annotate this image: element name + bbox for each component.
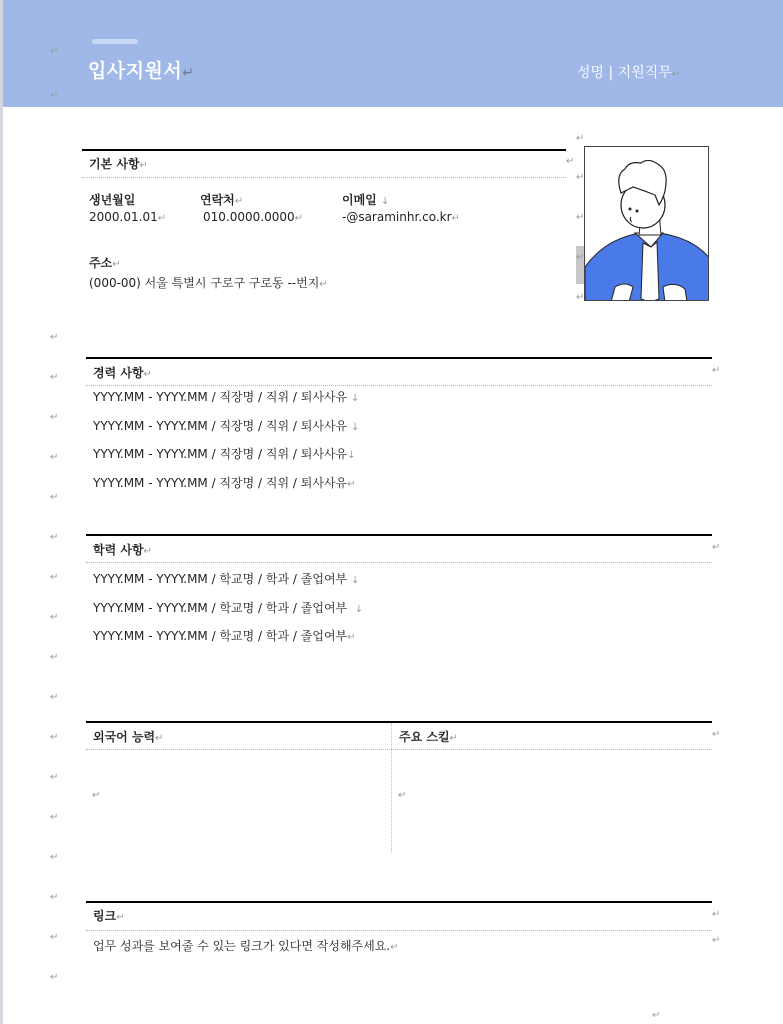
paragraph-mark: ↵: [50, 692, 59, 703]
section-divider: [86, 534, 712, 536]
paragraph-mark: ↵: [50, 732, 59, 743]
paragraph-mark: ↵: [50, 452, 59, 463]
language-content-field[interactable]: ↵: [92, 790, 101, 801]
paragraph-mark: ↵: [576, 292, 585, 303]
contact-label: 연락처↵: [200, 193, 244, 207]
career-item[interactable]: YYYY.MM - YYYY.MM / 직장명 / 직위 / 퇴사사유↓: [93, 447, 356, 461]
dotted-divider: [86, 749, 712, 750]
dotted-divider: [86, 385, 712, 386]
career-item[interactable]: YYYY.MM - YYYY.MM / 직장명 / 직위 / 퇴사사유 ↓: [93, 390, 360, 404]
education-item[interactable]: YYYY.MM - YYYY.MM / 학교명 / 학과 / 졸업여부↵: [93, 629, 356, 643]
email-label: 이메일 ↓: [342, 193, 390, 207]
paragraph-mark: ↵: [50, 412, 59, 423]
paragraph-mark: ↵: [576, 133, 585, 144]
paragraph-mark: ↵: [576, 212, 585, 223]
paragraph-mark: ↵: [50, 372, 59, 383]
section-divider: [82, 149, 566, 151]
paragraph-mark: ↵: [50, 332, 59, 343]
skills-section-title[interactable]: 주요 스킬↵: [399, 730, 458, 744]
skills-content-field[interactable]: ↵: [398, 790, 407, 801]
page-left-edge: [0, 0, 3, 1024]
paragraph-mark: ↵: [50, 652, 59, 663]
paragraph-mark: ↵: [712, 365, 721, 376]
career-section-title[interactable]: 경력 사항↵: [93, 366, 152, 380]
paragraph-mark: ↵: [50, 46, 59, 57]
document-title[interactable]: 입사지원서↵: [88, 60, 195, 82]
profile-photo[interactable]: [584, 146, 709, 301]
address-label: 주소↵: [89, 256, 121, 270]
title-accent-bar: [92, 39, 138, 44]
dotted-divider: [82, 177, 566, 178]
career-item[interactable]: YYYY.MM - YYYY.MM / 직장명 / 직위 / 퇴사사유↵: [93, 476, 356, 490]
dotted-divider: [86, 562, 712, 563]
birth-value[interactable]: 2000.01.01↵: [89, 210, 167, 224]
paragraph-mark: ↵: [712, 935, 721, 946]
section-divider: [86, 357, 712, 359]
paragraph-mark: ↵: [50, 852, 59, 863]
basic-section-title[interactable]: 기본 사항↵: [89, 157, 148, 171]
section-divider: [86, 901, 712, 903]
paragraph-mark: ↵: [712, 729, 721, 740]
name-and-position[interactable]: 성명 | 지원직무↵: [577, 65, 681, 81]
paragraph-mark: ↵: [50, 572, 59, 583]
paragraph-mark: ↵: [566, 156, 575, 167]
career-item[interactable]: YYYY.MM - YYYY.MM / 직장명 / 직위 / 퇴사사유 ↓: [93, 419, 360, 433]
header-banner: [3, 0, 783, 107]
paragraph-mark: ↵: [50, 932, 59, 943]
paragraph-mark: ↵: [50, 612, 59, 623]
paragraph-mark: ↵: [652, 1010, 661, 1021]
education-item[interactable]: YYYY.MM - YYYY.MM / 학교명 / 학과 / 졸업여부 ↓: [93, 572, 360, 586]
language-section-title[interactable]: 외국어 능력↵: [93, 730, 164, 744]
dotted-divider: [86, 930, 712, 931]
profile-illustration-icon: [585, 147, 709, 301]
paragraph-mark: ↵: [50, 892, 59, 903]
section-divider: [86, 721, 712, 723]
paragraph-mark: ↵: [576, 172, 585, 183]
email-value[interactable]: -@saraminhr.co.kr↵: [342, 210, 460, 224]
paragraph-mark: ↵: [50, 972, 59, 983]
paragraph-mark: ↵: [50, 772, 59, 783]
paragraph-mark: ↵: [50, 90, 59, 101]
contact-value[interactable]: 010.0000.0000↵: [203, 210, 304, 224]
paragraph-mark: ↵: [712, 542, 721, 553]
paragraph-mark: ↵: [712, 909, 721, 920]
birth-label: 생년월일: [89, 193, 136, 207]
education-item[interactable]: YYYY.MM - YYYY.MM / 학교명 / 학과 / 졸업여부 ↓: [93, 601, 364, 615]
paragraph-mark: ↵: [50, 812, 59, 823]
paragraph-mark: ↵: [50, 532, 59, 543]
paragraph-mark: ↵: [576, 252, 585, 263]
education-section-title[interactable]: 학력 사항↵: [93, 543, 152, 557]
paragraph-mark: ↵: [50, 492, 59, 503]
link-description[interactable]: 업무 성과를 보여줄 수 있는 링크가 있다면 작성해주세요.↵: [93, 939, 399, 953]
link-section-title[interactable]: 링크↵: [93, 909, 125, 923]
address-value[interactable]: (000-00) 서울 특별시 구로구 구로동 --번지↵: [89, 276, 328, 290]
column-divider: [391, 723, 392, 853]
